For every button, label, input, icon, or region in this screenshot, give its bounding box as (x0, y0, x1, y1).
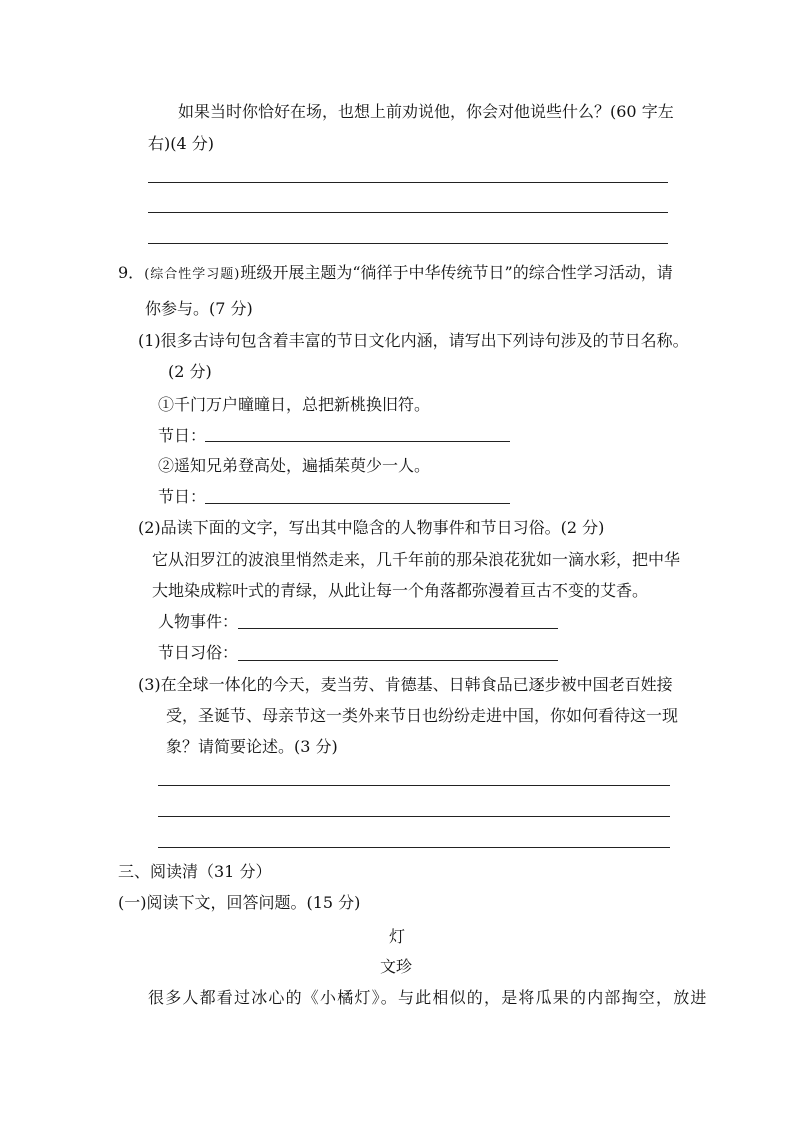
festival-label: 节日： (158, 487, 207, 506)
q9-sub1-score: (2 分) (168, 362, 212, 381)
passage-line1: 它从汨罗江的波浪里悄然走来，几千年前的那朵浪花犹如一滴水彩，把中华 (152, 550, 681, 569)
passage-line2: 大地染成粽叶式的青绿，从此让每一个角落都弥漫着亘古不变的艾香。 (152, 581, 649, 600)
poem-line-1: ①千门万户曈曈日，总把新桃换旧符。 (158, 395, 431, 414)
answer-line (148, 212, 668, 213)
event-label: 人物事件： (158, 612, 239, 631)
festival-answer-line (205, 503, 510, 504)
q9-sub3-line1: (3)在全球一体化的今天，麦当劳、肯德基、日韩食品已逐步被中国老百姓接 (138, 675, 673, 694)
answer-line (158, 785, 670, 786)
answer-line (158, 816, 670, 817)
poem-line-2: ②遥知兄弟登高处，遍插茱萸少一人。 (158, 456, 431, 475)
q9-sub1-prompt: (1)很多古诗句包含着丰富的节日文化内涵，请写出下列诗句涉及的节日名称。 (138, 331, 689, 350)
event-answer-line (238, 628, 558, 629)
q9-sub3-line3: 象？请简要论述。(3 分) (166, 737, 338, 756)
answer-line (158, 847, 670, 848)
q9-intro-line1 (118, 263, 673, 285)
q8-text-line1: 如果当时你恰好在场，也想上前劝说他，你会对他说些什么？(60 字左 (178, 102, 674, 121)
reading-part-heading: (一)阅读下文，回答问题。(15 分) (118, 893, 361, 912)
question-number: 9． (118, 263, 145, 282)
question-type-tag: (综合性学习题) (144, 267, 241, 282)
q9-sub2-prompt: (2)品读下面的文字，写出其中隐含的人物事件和节日习俗。(2 分) (138, 518, 605, 537)
festival-answer-line (205, 441, 510, 442)
section-heading: 三、阅读清（31 分） (118, 862, 272, 881)
answer-line (148, 182, 668, 183)
custom-answer-line (238, 660, 558, 661)
answer-line (148, 243, 668, 244)
article-author: 文珍 (380, 957, 413, 976)
q9-intro-line2: 你参与。(7 分) (145, 299, 253, 318)
article-first-line: 很多人都看过冰心的《小橘灯》。与此相似的，是将瓜果的内部掏空，放进 (148, 988, 708, 1007)
q9-sub3-line2: 受，圣诞节、母亲节这一类外来节日也纷纷走进中国，你如何看待这一现 (166, 706, 679, 725)
custom-label: 节日习俗： (158, 643, 239, 662)
q9-intro-text: 班级开展主题为“徜徉于中华传统节日”的综合性学习活动，请 (240, 263, 673, 282)
festival-label: 节日： (158, 426, 207, 445)
q8-text-line2: 右)(4 分) (148, 134, 214, 153)
article-title: 灯 (389, 927, 406, 946)
